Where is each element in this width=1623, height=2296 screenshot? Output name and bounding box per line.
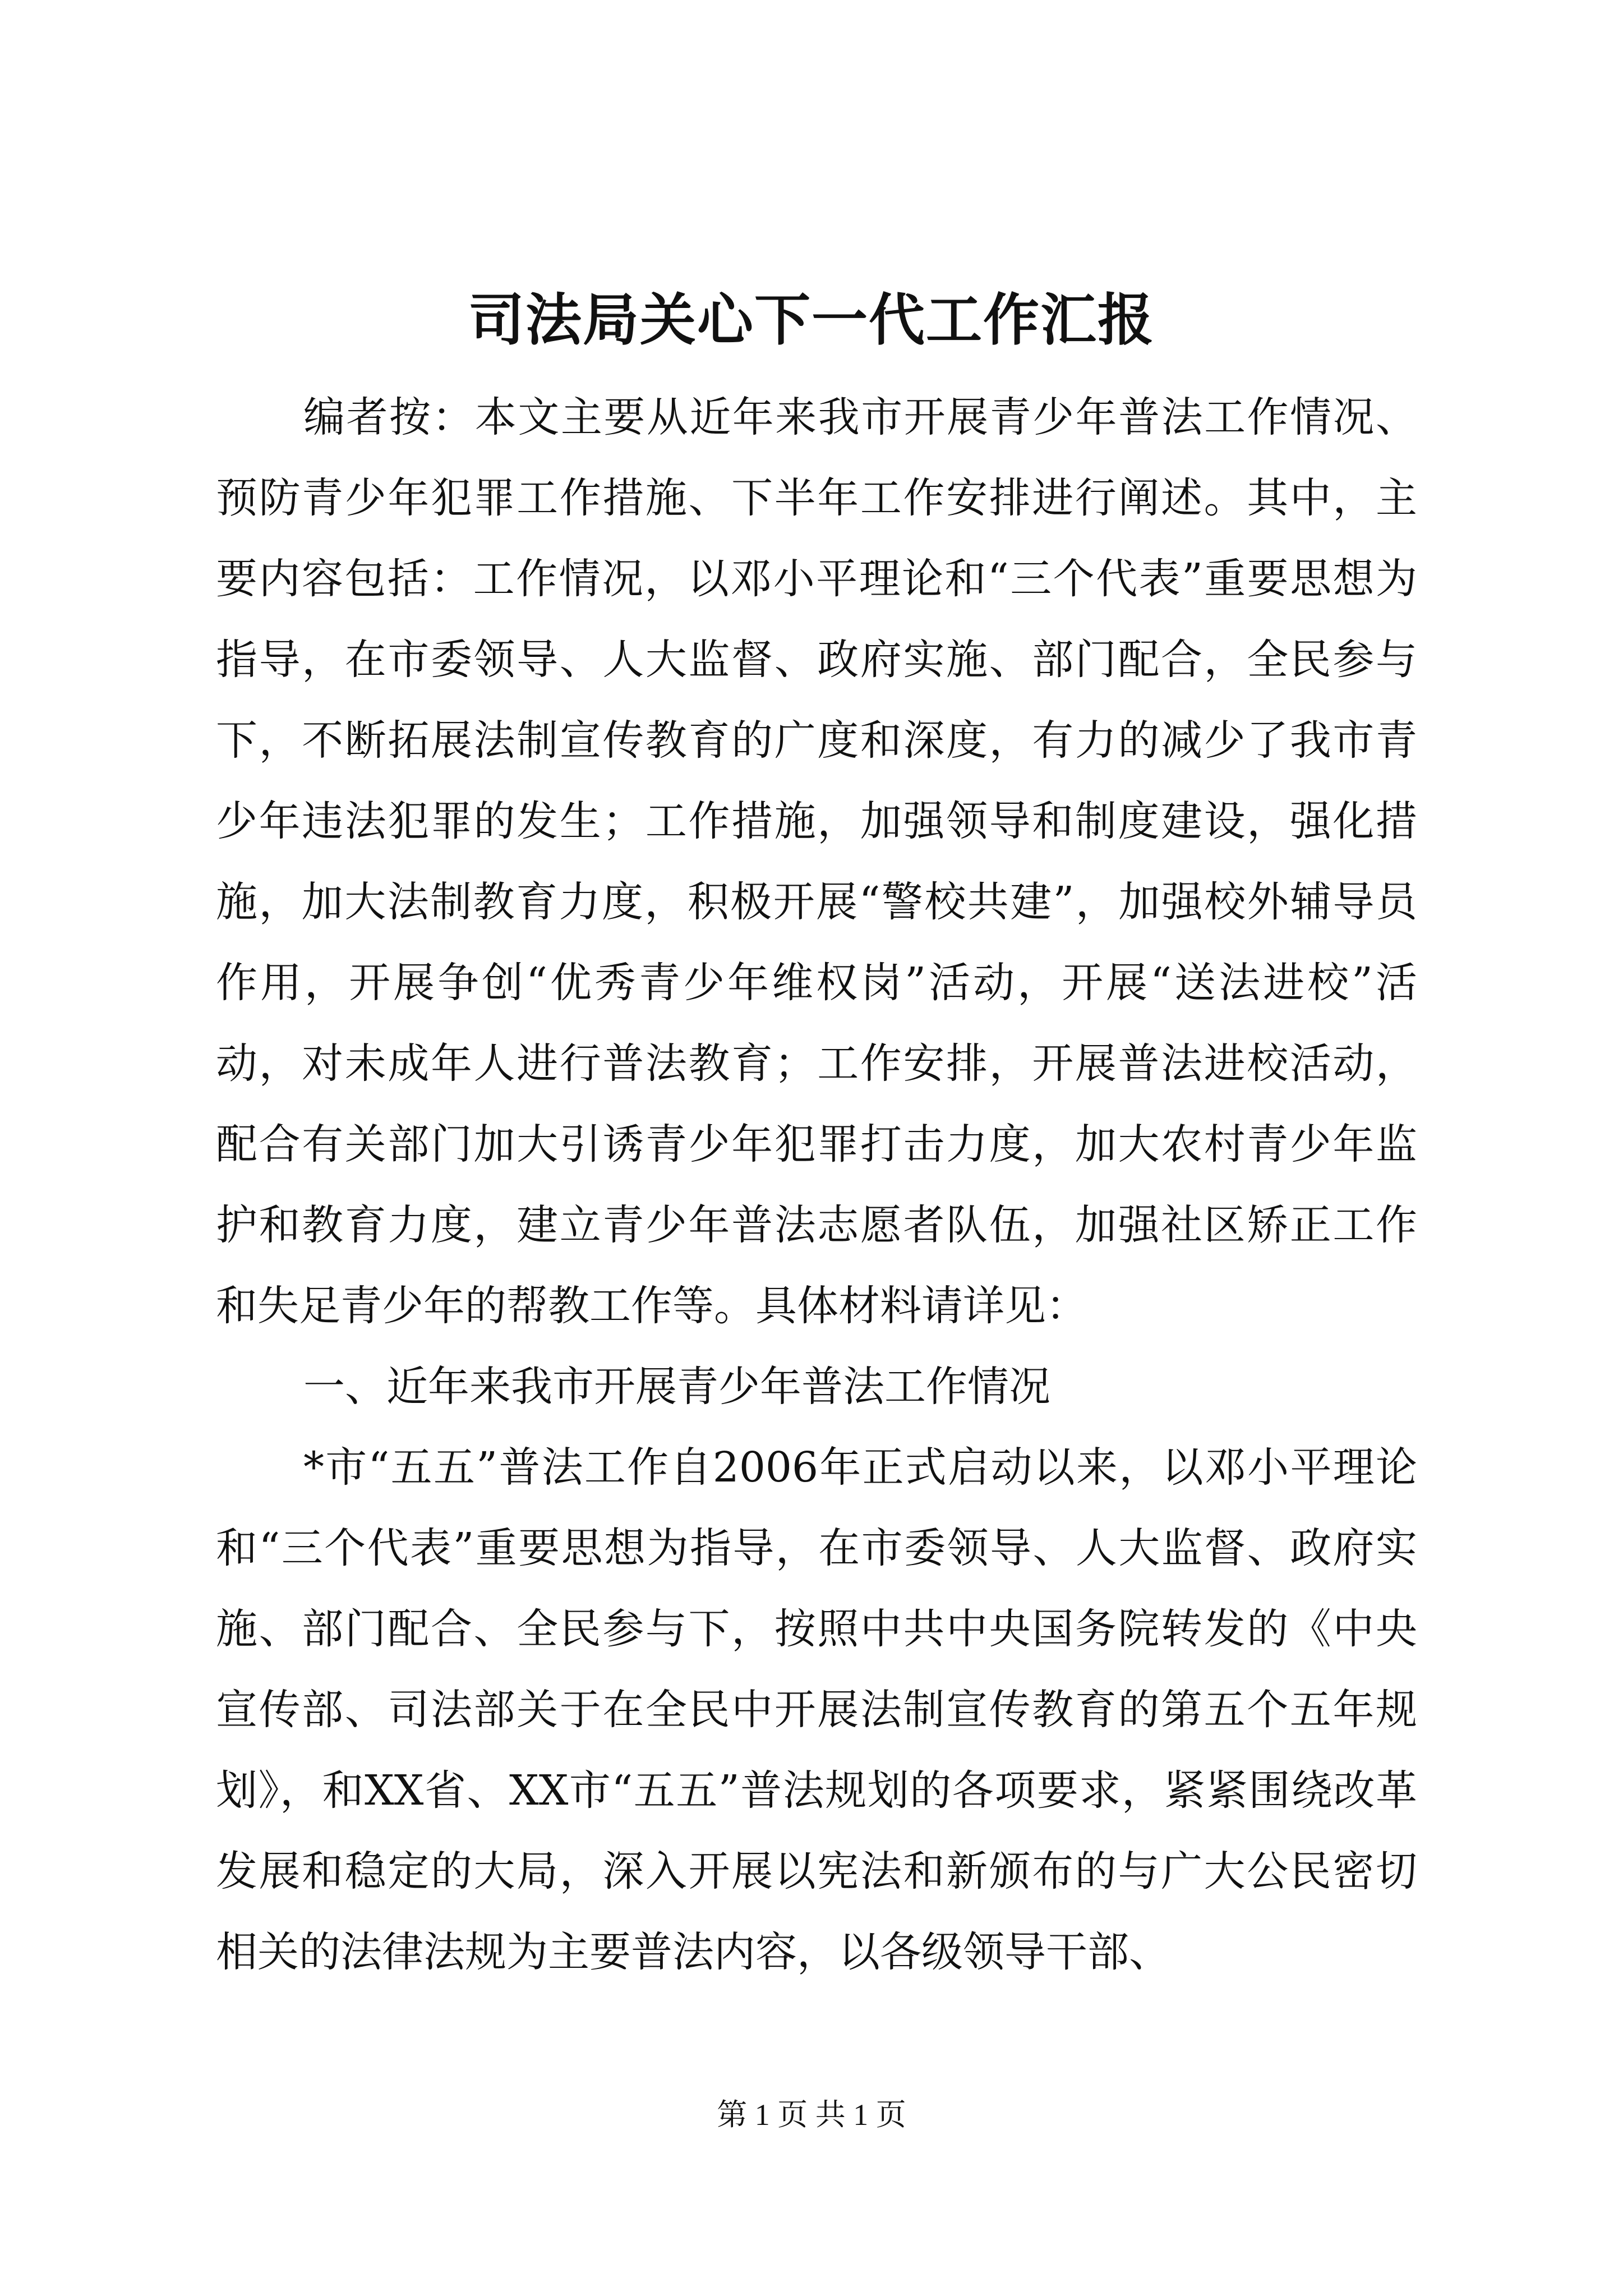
paragraph-section-body: *市“五五”普法工作自2006年正式启动以来，以邓小平理论和“三个代表”重要思想为指导，在市委领导、人大监督、政府实施、部门配合、全民参与下，按照中共中央国务院转发的《中央宣传部、司法部关于在全民中开展法制宣传教育的第五个五年规划》，和XX省、XX市“五五”普法规划的各项要求，紧紧围绕改革发展和稳定的大局，深入开展以宪法和新颁布的与广大公民密切相关的法律法规为主要普法内容，以各级领导干部、 bbox=[216, 1443, 1417, 1976]
document-body bbox=[216, 377, 1417, 1993]
paragraph-section-heading: 一、近年来我市开展青少年普法工作情况 bbox=[303, 1363, 1050, 1411]
page-number-footer: 第 1 页 共 1 页 bbox=[717, 2098, 906, 2132]
paragraph-editor-note: 编者按：本文主要从近年来我市开展青少年普法工作情况、预防青少年犯罪工作措施、下半年工作安排进行阐述。其中，主要内容包括：工作情况，以邓小平理论和“三个代表”重要思想为指导，在市委领导、人大监督、政府实施、部门配合，全民参与下，不断拓展法制宣传教育的广度和深度，有力的减少了我市青少年违法犯罪的发生；工作措施，加强领导和制度建设，强化措施，加大法制教育力度，积极开展“警校共建”，加强校外辅导员作用，开展争创“优秀青少年维权岗”活动，开展“送法进校”活动，对未成年人进行普法教育；工作安排，开展普法进校活动，配合有关部门加大引诱青少年犯罪打击力度，加大农村青少年监护和教育力度，建立青少年普法志愿者队伍，加强社区矫正工作和失足青少年的帮教工作等。具体材料请详见： bbox=[216, 393, 1417, 1330]
document-title: 司法局关心下一代工作汇报 bbox=[468, 287, 1155, 353]
